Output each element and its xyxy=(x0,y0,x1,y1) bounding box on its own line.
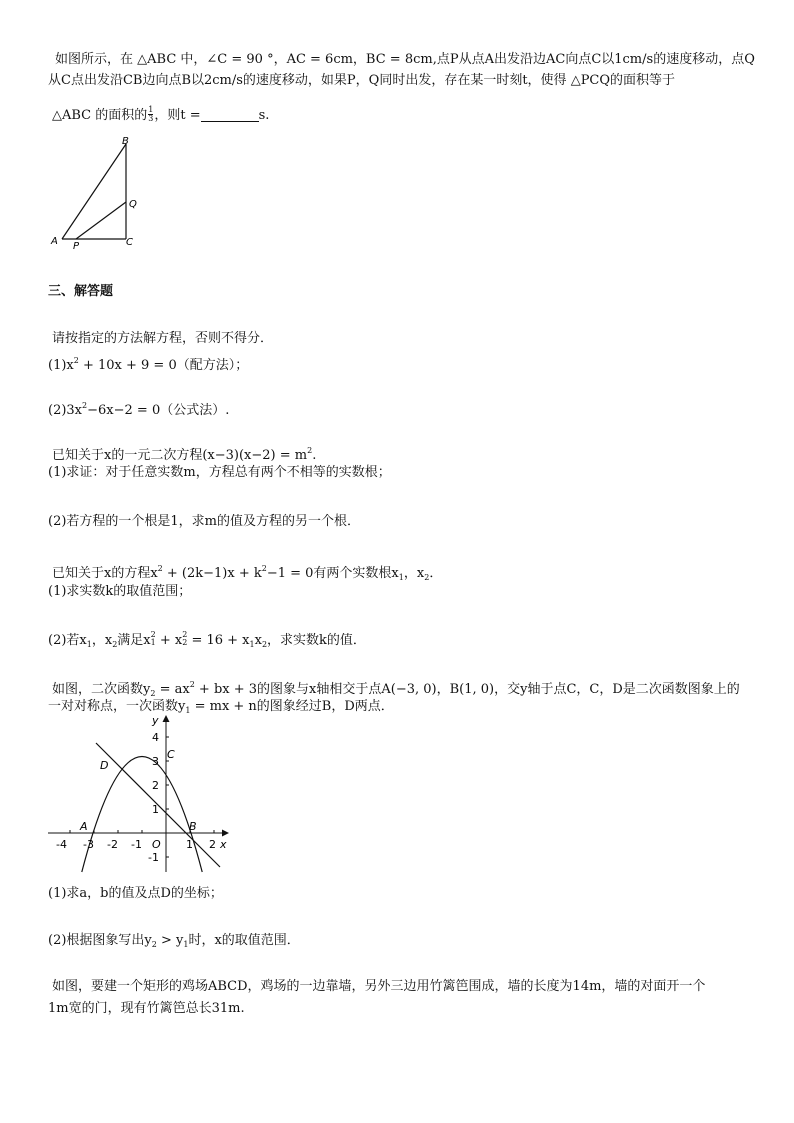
q4-intro-a: 已知关于x的方程x xyxy=(52,566,158,581)
q2-intro: 请按指定的方法解方程，否则不得分． xyxy=(52,331,274,346)
y-tick-label: -1 xyxy=(148,851,159,864)
q3-part-1: (1)求证：对于任意实数m，方程总有两个不相等的实数根； xyxy=(48,465,391,480)
q4-part-2-g: x xyxy=(254,633,262,648)
subscript: 2 xyxy=(182,638,188,647)
label-P: P xyxy=(73,241,80,252)
q4-part-2-f: = 16 + x xyxy=(187,633,250,648)
function-graph xyxy=(46,712,236,878)
x-tick-label: 1 xyxy=(186,838,193,851)
q4-part-2 xyxy=(48,631,366,653)
subscript: 1 xyxy=(183,940,189,949)
fraction-numerator: 1 xyxy=(148,105,154,114)
side-AB xyxy=(62,144,126,239)
q2-part-1 xyxy=(48,353,248,374)
y-axis-label: y xyxy=(152,714,159,727)
subscript: 1 xyxy=(249,640,255,649)
origin-label: O xyxy=(152,838,161,851)
q1-line-2: 从C点出发沿CB边向点B以2cm/s的速度移动，如果P，Q同时出发，存在某一时刻t，使得 △PCQ的面积等于 xyxy=(48,73,676,88)
q4-intro-e: ． xyxy=(429,566,443,581)
q2-part-2-b: −6x−2 = 0（公式法）. xyxy=(87,403,230,418)
y-tick-label: 3 xyxy=(152,755,159,768)
x-axis-label: x xyxy=(220,838,227,851)
q3-intro-b: . xyxy=(312,448,317,463)
q1-line-3 xyxy=(52,106,269,124)
parabola-curve xyxy=(82,757,202,873)
subscript: 2 xyxy=(150,689,156,698)
y-tick-label: 2 xyxy=(152,779,159,792)
q4-part-1: (1)求实数k的取值范围； xyxy=(48,584,192,599)
exponent: 2 xyxy=(261,564,267,573)
q2-part-1-b: + 10x + 9 = 0（配方法）； xyxy=(78,358,249,373)
q3-part-2: (2)若方程的一个根是1，求m的值及方程的另一个根． xyxy=(48,514,361,529)
triangle-figure xyxy=(48,134,148,252)
point-label-C: C xyxy=(167,748,175,761)
q5-part-2-c: 时，x的取值范围． xyxy=(188,933,300,948)
q1-line-3-unit: s. xyxy=(258,108,270,123)
point-label-A: A xyxy=(80,820,88,833)
label-B: B xyxy=(122,136,129,147)
q4-part-2-b: ，x xyxy=(91,633,113,648)
exponent: 2 xyxy=(189,680,195,689)
subscript: 1 xyxy=(185,706,191,715)
q5-part-2 xyxy=(48,933,300,953)
q4-intro-b: + (2k−1)x + k xyxy=(162,566,262,581)
subscript: 1 xyxy=(398,573,404,582)
point-label-D: D xyxy=(100,759,109,772)
subscript: 2 xyxy=(424,573,430,582)
q4-part-2-c: 满足x xyxy=(117,633,151,648)
q2-part-2-a: (2)3x xyxy=(48,403,83,418)
subscript: 2 xyxy=(112,640,118,649)
q3-intro-a: 已知关于x的一元二次方程(x−3)(x−2) = m xyxy=(52,448,308,463)
exponent: 2 xyxy=(157,564,163,573)
label-A: A xyxy=(51,236,58,247)
x-tick-label: 2 xyxy=(209,838,216,851)
subscript: 2 xyxy=(261,640,268,649)
label-Q: Q xyxy=(129,199,137,210)
q5-part-2-b: > y xyxy=(156,933,184,948)
q5-line-2-a: 一对对称点，一次函数y xyxy=(48,699,186,714)
q5-line-1-a: 如图，二次函数y xyxy=(52,682,151,697)
q6-line-2: 1m宽的门，现有竹篱笆总长31m. xyxy=(48,1001,245,1016)
subscript: 1 xyxy=(150,638,156,647)
q4-intro xyxy=(52,561,442,586)
q5-line-2-b: = mx + n的图象经过B，D两点． xyxy=(190,699,394,714)
q2-part-1-a: (1)x xyxy=(48,358,74,373)
one-third-fraction xyxy=(148,106,153,123)
q3-intro xyxy=(52,443,316,464)
q5-part-2-a: (2)根据图象写出y xyxy=(48,933,152,948)
point-label-B: B xyxy=(189,820,197,833)
q1-line-3-text: △ABC 的面积的 xyxy=(52,108,148,123)
q5-part-1: (1)求a，b的值及点D的坐标； xyxy=(48,886,223,901)
q1-line-3-mid: ，则t = xyxy=(154,108,201,123)
y-tick-label: 1 xyxy=(152,803,159,816)
q5-line-1-c: + bx + 3的图象与x轴相交于点A(−3, 0)，B(1, 0)，交y轴于点C，C，D是二次函数图象上的 xyxy=(194,682,740,697)
y-tick-label: 4 xyxy=(152,731,159,744)
x-tick-label: -1 xyxy=(131,838,142,851)
exponent: 2 xyxy=(82,401,88,410)
x-tick-label: -2 xyxy=(107,838,118,851)
subscript: 1 xyxy=(86,640,92,649)
q5-line-1-b: = ax xyxy=(155,682,190,697)
answer-blank xyxy=(201,109,259,122)
exponent: 2 xyxy=(307,446,313,455)
x-tick-label: -4 xyxy=(56,838,67,851)
q2-part-2 xyxy=(48,398,229,419)
subscript: 2 xyxy=(151,940,157,949)
x-tick-label: -3 xyxy=(83,838,94,851)
q4-intro-c: −1 = 0有两个实数根x xyxy=(266,566,399,581)
label-C: C xyxy=(126,237,133,248)
q4-intro-d: ，x xyxy=(403,566,425,581)
section-heading: 三、解答题 xyxy=(48,284,114,299)
fraction-denominator: 3 xyxy=(148,114,154,123)
q4-part-2-d: + x xyxy=(155,633,183,648)
q4-part-2-h: ，求实数k的值． xyxy=(267,633,366,648)
q6-line-1: 如图，要建一个矩形的鸡场ABCD，鸡场的一边靠墙，另外三边用竹篱笆围成，墙的长度为14m，墙的对面开一个 xyxy=(52,979,706,994)
exponent: 2 xyxy=(150,630,156,639)
exponent: 2 xyxy=(73,356,79,365)
q4-part-2-a: (2)若x xyxy=(48,633,87,648)
q1-line-1: 如图所示，在 △ABC 中，∠C = 90 °，AC = 6cm，BC = 8cm,点P从点A出发沿边AC向点C以1cm/s的速度移动，点Q xyxy=(55,52,755,67)
exponent: 2 xyxy=(182,630,188,639)
